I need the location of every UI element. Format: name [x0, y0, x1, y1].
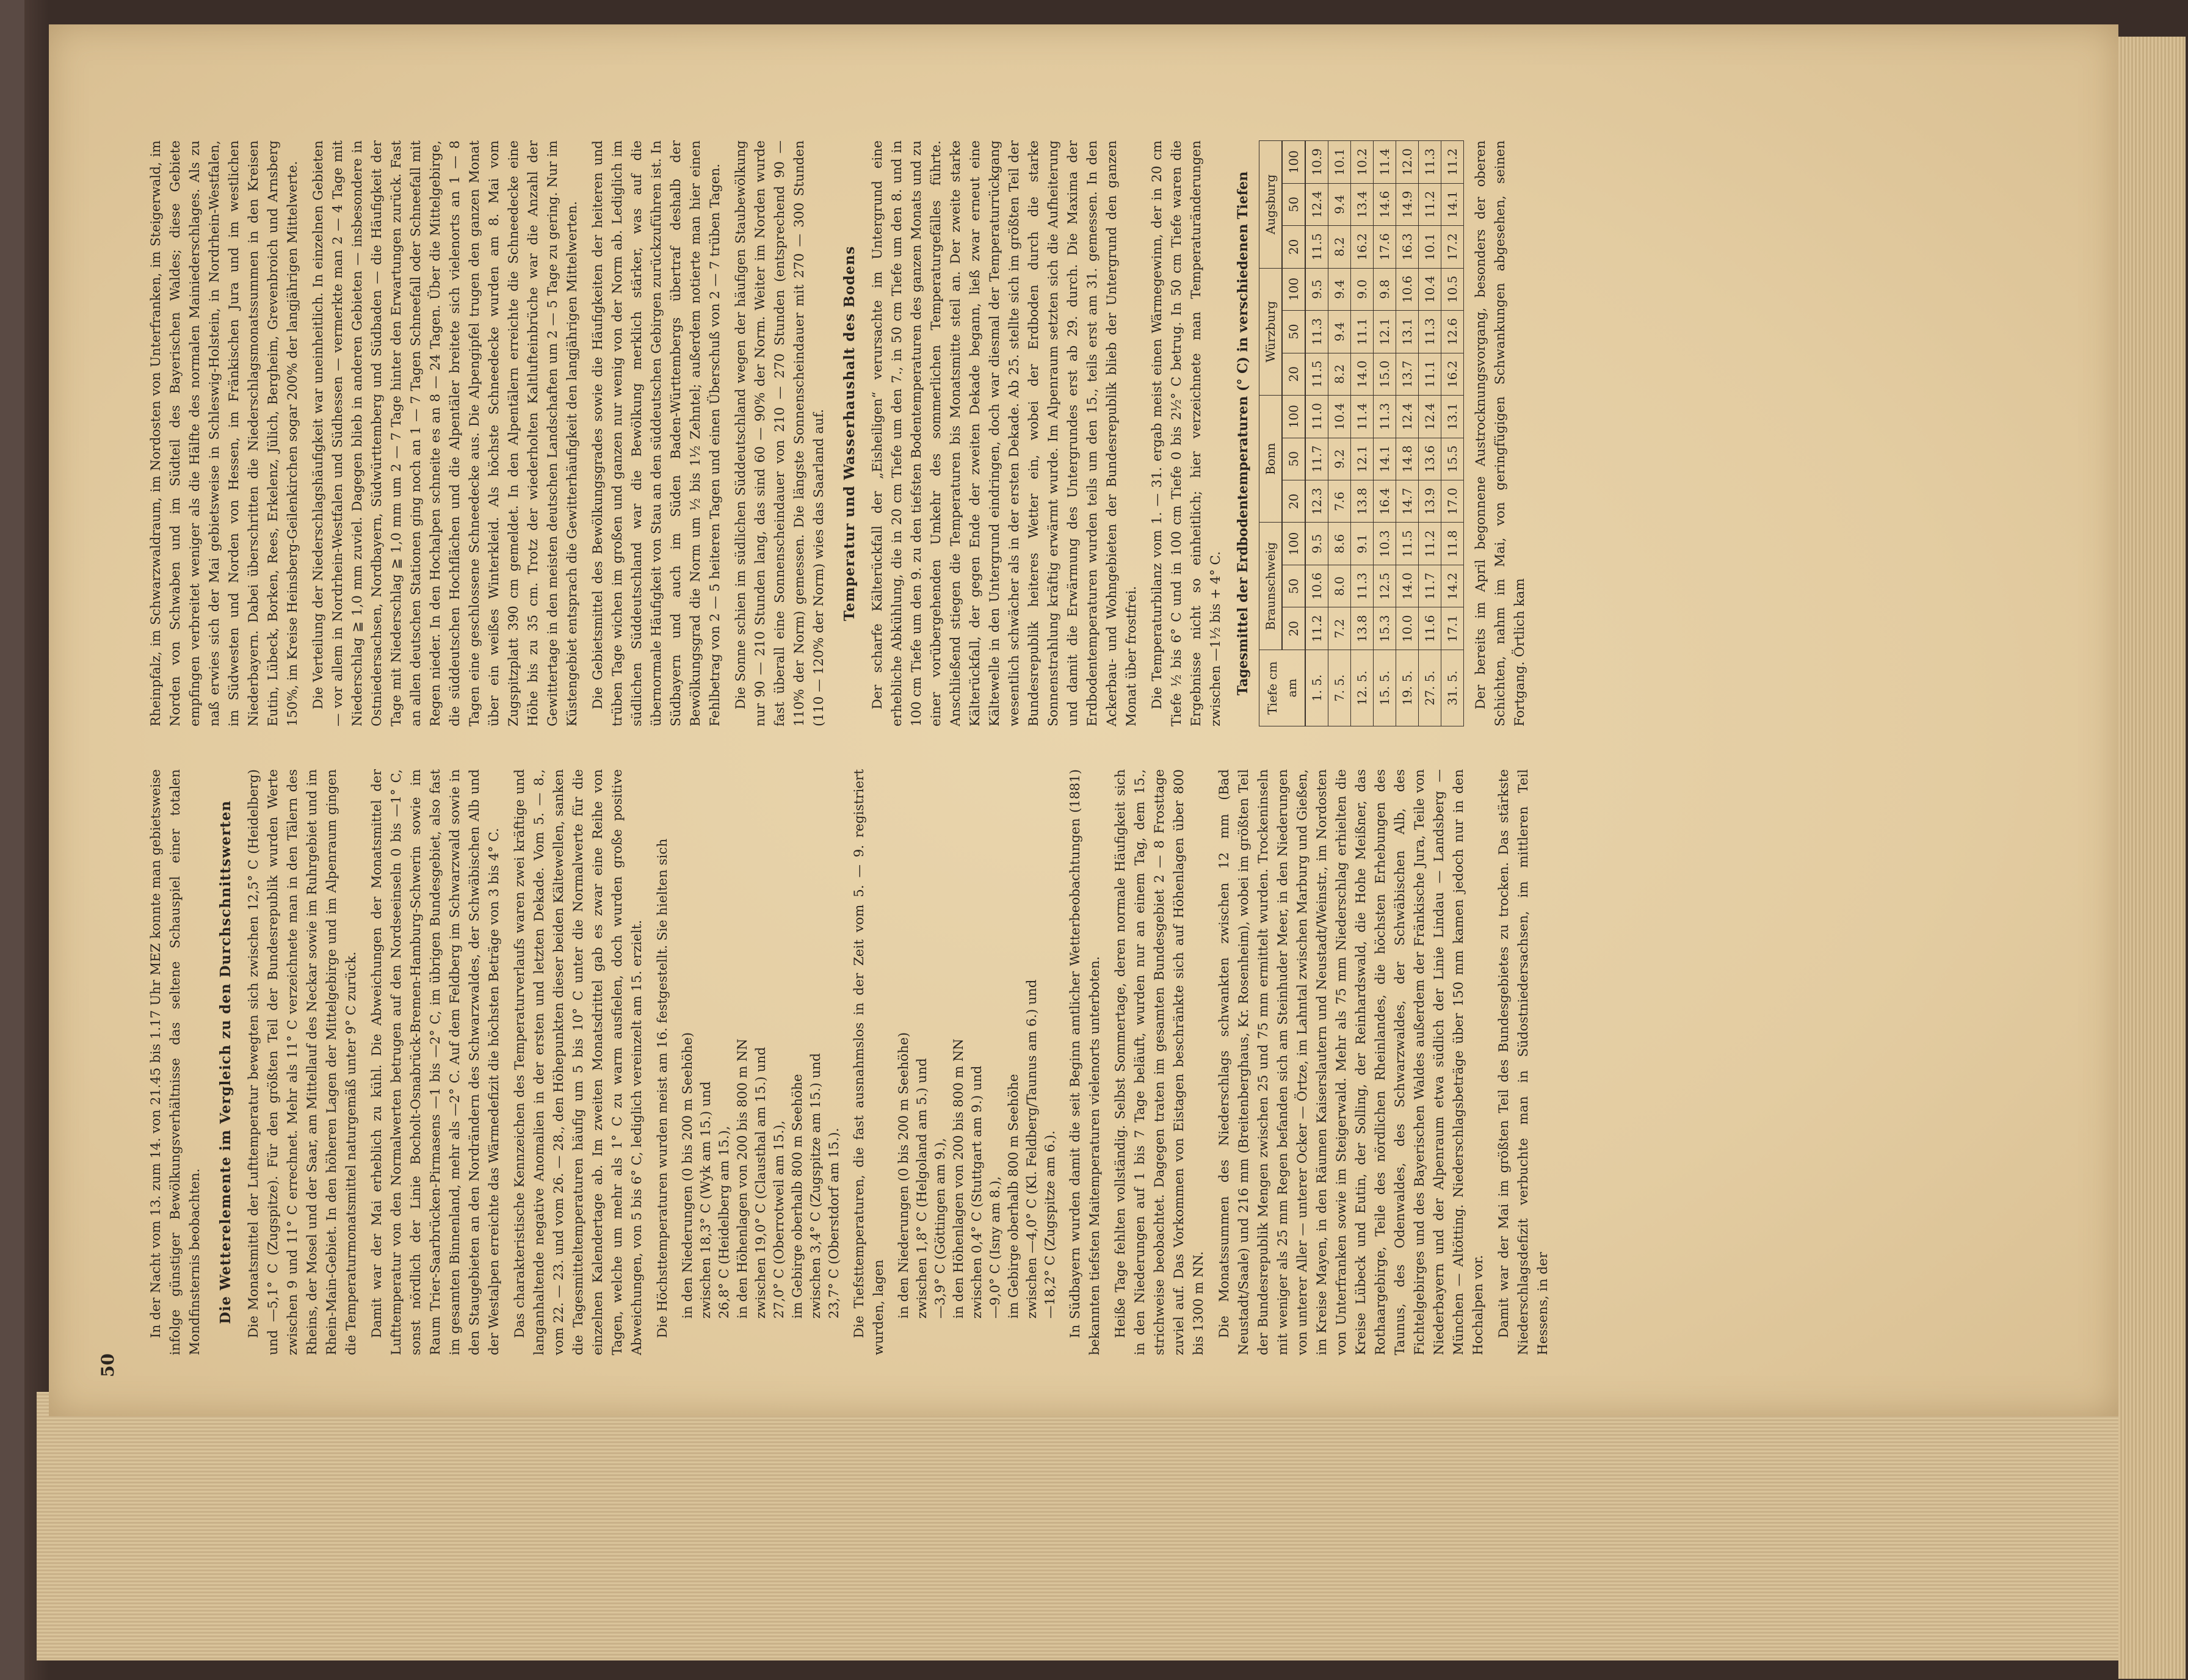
- value-cell: 11.4: [1374, 141, 1396, 184]
- value-cell: 13.8: [1351, 607, 1374, 650]
- list-item: zwischen 18,3° C (Wyk am 15.) und: [698, 1081, 714, 1319]
- value-cell: 16.4: [1374, 480, 1396, 523]
- list-item: im Gebirge oberhalb 800 m Seehöhe: [790, 1074, 805, 1319]
- value-cell: 12.1: [1374, 311, 1396, 353]
- value-cell: 15.3: [1374, 607, 1396, 650]
- value-cell: 7.6: [1328, 480, 1351, 523]
- value-cell: 14.8: [1396, 438, 1419, 480]
- value-cell: 10.6: [1305, 565, 1328, 607]
- paragraph: Der scharfe Kälterückfall der „Eisheiligen“ verursachte im Untergrund eine erhebliche Abkühlung, die in 20 cm Tiefe um den 7., in 50 cm Tiefe um den 8. und in 100 cm Tiefe um den 9. zu den tiefsten Bodentemperaturen des ganzen Monats und zu einer vorübergehenden Umkehr des sommerlichen Temperaturgefälles führte. Anschließend stiegen die Temperaturen bis Monatsmitte steil an. Der zweite starke Kälterückfall, der gegen Ende der zweiten Dekade begann, ließ zwar erneut eine Kältewelle in den Untergrund eindringen, doch war diesmal der Temperaturrückgang wesentlich schwächer als in der ersten Dekade. Ab 25. stellte sich im größten Teil der Bundesrepublik heiteres Wetter ein, wobei der Erdboden durch die starke Sonnenstrahlung kräftig erwärmt wurde. Im Alpenraum setzten sich die Aufheiterung und damit die Erwärmung des Untergrundes erst ab 29. durch. Die Maxima der Erdbodentemperaturen wurden teils um den 15., teils erst am 31. gemessen. In den Ackerbau- und Wohngebieten der Bundesrepublik blieb der Untergrund den ganzen Monat über frostfrei.: [870, 140, 1139, 726]
- value-cell: 14.0: [1351, 353, 1374, 395]
- value-cell: 8.6: [1328, 523, 1351, 565]
- value-cell: 9.4: [1328, 183, 1351, 225]
- paragraph: Die Verteilung der Niederschlagshäufigkeit war uneinheitlich. In einzelnen Gebieten — vor allem in Nordrhein-Westfalen und Südhessen — vermerkte man 2 — 4 Tage mit Niederschlag ≧ 1,0 mm zuviel. Dagegen blieb in anderen Gebieten — insbesondere in Ostniedersachsen, Nordbayern, Südwürttemberg und Südbaden — die Häufigkeit der Tage mit Niederschlag ≧ 1,0 mm um 2 — 7 Tage hinter den Erwartungen zurück. Fast an allen deutschen Stationen ging noch an 1 — 7 Tagen Schneefall oder Schneefall mit Regen nieder. In den Hochalpen schneite es an 8 — 24 Tagen. Über die Mittelgebirge, die süddeutschen Hochflächen und die Alpentäler breitete sich vielenorts an 1 — 8 Tagen eine geschlossene Schneedecke aus. Die Alpengipfel trugen den ganzen Monat über ein weißes Winterkleid. Als höchste Schneedecke wurden am 8. Mai vom Zugspitzplatt 390 cm gemeldet. In den Alpentälern erreichte die Schneedecke eine Höhe bis zu 35 cm. Trotz der wiederholten Kaltlufteinbrüche war die Anzahl der Gewittertage in den meisten deutschen Landschaften um 2 — 5 Tage zu gering. Nur im Küstengebiet entsprach die Gewitterhäufigkeit den langjährigen Mittelwerten.: [311, 140, 580, 726]
- paragraph: Die Gebietsmittel des Bewölkungsgrades sowie die Häufigkeiten der heiteren und trüben Tage wichen im großen und ganzen nur wenig von der Norm ab. Lediglich im südlichen Süddeutschland war die Bewölkung merklich stärker, was auf die übernormale Häufigkeit von Stau an den süddeutschen Gebirgen zurückzuführen ist. In Südbayern und auch im Süden Baden-Württembergs übertraf deshalb der Bewölkungsgrad die Norm um ½ bis 1½ Zehntel; außerdem notierte man hier einen Fehlbetrag von 2 — 5 heiteren Tagen und einen Überschuß von 2 — 7 trüben Tagen.: [590, 140, 723, 726]
- station-header: Bonn: [1259, 396, 1283, 523]
- value-cell: 17.1: [1441, 607, 1464, 650]
- list-item: 23,7° C (Oberstdorf am 15.).: [827, 1128, 842, 1319]
- list-item: zwischen 1,8° C (Helgoland am 5.) und: [915, 1058, 930, 1319]
- date-cell: 12. 5.: [1351, 650, 1374, 726]
- value-cell: 12.4: [1396, 396, 1419, 438]
- list-item: 26,8° C (Heidelberg am 15.),: [717, 1126, 732, 1319]
- value-cell: 10.5: [1441, 268, 1464, 310]
- depth-header: 50: [1282, 311, 1305, 353]
- list-item: im Gebirge oberhalb 800 m Seehöhe: [1006, 1074, 1021, 1319]
- section-heading: Temperatur und Wasserhaushalt des Bodens: [841, 245, 858, 621]
- paragraph: Heiße Tage fehlten vollständig. Selbst Sommertage, deren normale Häufigkeit sich in den Niederungen auf 1 bis 7 Tage beläuft, wurden nur an einem Tag, dem 15., strichweise beobachtet. Dagegen traten im gesamten Bundesgebiet 2 — 8 Frosttage zuviel auf. Das Vorkommen von Eistagen beschränkte sich auf Höhenlagen über 800 bis 1300 m NN.: [1113, 769, 1206, 1355]
- value-cell: 10.3: [1374, 523, 1396, 565]
- depth-header: 50: [1282, 183, 1305, 225]
- value-cell: 11.3: [1351, 565, 1374, 607]
- value-cell: 9.2: [1328, 438, 1351, 480]
- min-temperature-list: [895, 769, 1060, 1319]
- table-body: [1305, 141, 1464, 726]
- list-item: —18,2° C (Zugspitze am 6.).: [1043, 1130, 1058, 1319]
- list-item: 27,0° C (Oberrotweil am 15.),: [772, 1120, 787, 1319]
- value-cell: 12.3: [1305, 480, 1328, 523]
- list-item: zwischen —4,0° C (Kl. Feldberg/Taunus am 6.) und: [1024, 979, 1040, 1319]
- value-cell: 10.6: [1396, 268, 1419, 310]
- value-cell: 11.7: [1419, 565, 1441, 607]
- list-item: zwischen 19,0° C (Clausthal am 15.) und: [753, 1046, 769, 1319]
- value-cell: 16.2: [1441, 353, 1464, 395]
- table-row: [1328, 141, 1351, 726]
- value-cell: 14.9: [1396, 183, 1419, 225]
- corner-depth: Tiefe: [1265, 683, 1280, 715]
- value-cell: 11.7: [1305, 438, 1328, 480]
- list-item: zwischen 3,4° C (Zugspitze am 15.) und: [808, 1052, 824, 1319]
- table-row: [1396, 141, 1419, 726]
- value-cell: 11.8: [1441, 523, 1464, 565]
- depth-header: 20: [1282, 226, 1305, 268]
- value-cell: 14.6: [1374, 183, 1396, 225]
- value-cell: 14.0: [1396, 565, 1419, 607]
- list-item: —3,9° C (Göttingen am 9.),: [933, 1137, 948, 1319]
- value-cell: 15.0: [1374, 353, 1396, 395]
- value-cell: 10.1: [1419, 226, 1441, 268]
- value-cell: 13.9: [1419, 480, 1441, 523]
- depth-header: 100: [1282, 523, 1305, 565]
- value-cell: 11.2: [1419, 183, 1441, 225]
- date-cell: 27. 5.: [1419, 650, 1441, 726]
- date-cell: 1. 5.: [1305, 650, 1328, 726]
- value-cell: 10.2: [1351, 141, 1374, 184]
- value-cell: 13.6: [1419, 438, 1441, 480]
- date-cell: 19. 5.: [1396, 650, 1419, 726]
- value-cell: 9.5: [1305, 268, 1328, 310]
- value-cell: 11.3: [1374, 396, 1396, 438]
- value-cell: 11.1: [1351, 311, 1374, 353]
- value-cell: 11.2: [1419, 523, 1441, 565]
- value-cell: 11.0: [1305, 396, 1328, 438]
- list-item: in den Niederungen (0 bis 200 m Seehöhe): [680, 1032, 695, 1319]
- paragraph: Die Sonne schien im südlichen Süddeutschland wegen der häufigen Staubewölkung nur 90 — 210 Stunden lang, das sind 60 — 90% der Norm. Weiter im Norden wurde fast überall eine Sonnenscheindauer von 210 — 270 Stunden (entsprechend 90 — 110% der Norm) gemessen. Die längste Sonnenscheindauer mit 270 — 300 Stunden (110 — 120% der Norm) wies das Saarland auf.: [733, 140, 827, 726]
- depth-header: 50: [1282, 565, 1305, 607]
- value-cell: 17.0: [1441, 480, 1464, 523]
- value-cell: 11.5: [1396, 523, 1419, 565]
- depth-header: 100: [1282, 268, 1305, 310]
- corner-unit: cm: [1265, 661, 1280, 680]
- value-cell: 11.2: [1441, 141, 1464, 184]
- value-cell: 8.2: [1328, 353, 1351, 395]
- value-cell: 7.2: [1328, 607, 1351, 650]
- date-cell: 31. 5.: [1441, 650, 1464, 726]
- rotated-text-area: [98, 73, 2076, 1392]
- soil-temperature-table: [1259, 140, 1464, 726]
- paragraph: Die Monatssummen des Niederschlags schwankten zwischen 12 mm (Bad Neustadt/Saale) und 216 mm (Breitenberghaus, Kr. Rosenheim), wobei im größten Teil der Bundesrepublik Mengen zwischen 25 und 75 mm ermittelt wurden. Trockeninseln mit weniger als 25 mm Regen befanden sich am Steinhuder Meer, in den Niederungen von unterer Aller — unterer Ocker — Örtze, im Lahntal zwischen Marburg und Gießen, im Kreise Mayen, in den Räumen Kaiserslautern und Neustadt/Weinstr., im Nordosten von Unterfranken sowie im Steigerwald. Mehr als 75 mm Niederschlag erhielten die Kreise Lübeck und Eutin, der Solling, der Reinhardswald, die Hohe Meißner, das Rothaargebirge, Teile des nördlichen Rheinlandes, die höchsten Erhebungen des Taunus, des Odenwaldes, des Schwarzwaldes, der Schwäbischen Alb, des Fichtelgebirges und des Bayerischen Waldes außerdem der Fränkische Jura, Teile von Niederbayern und der Alpenraum etwa südlich der Linie Lindau — Landsberg — München — Altötting. Niederschlagsbeträge über 150 mm kamen jedoch nur in den Hochalpen vor.: [1217, 769, 1486, 1355]
- paragraph: Die Höchsttemperaturen wurden meist am 16. festgestellt. Sie hielten sich: [655, 838, 670, 1338]
- page-number: 50: [98, 1353, 118, 1377]
- table-row: [1374, 141, 1396, 726]
- depth-header: 100: [1282, 141, 1305, 184]
- value-cell: 14.2: [1441, 565, 1464, 607]
- paragraph: Rheinpfalz, im Schwarzwaldraum, im Nordosten von Unterfranken, im Steigerwald, im Norden von Schwaben und im Südteil des Bayerischen Waldes; diese Gebiete empfingen verbreitet weniger als die Hälfte des normalen Mainiederschlages. Als zu naß erwies sich der Mai gebietsweise in Schleswig-Holstein, in Nordrhein-Westfalen, im Südwesten und Norden von Hessen, im Fränkischen Jura und im westlichen Niederbayern. Dabei überschritten die Niederschlagsmonatssummen in den Kreisen Eutin, Lübeck, Borken, Rees, Erkelenz, Jülich, Bergheim, Grevenbroich und Arnsberg 150%, im Kreise Heinsberg-Geilenkirchen sogar 200% der langjährigen Mittelwerte.: [148, 140, 300, 726]
- value-cell: 11.5: [1305, 226, 1328, 268]
- page-edges-right: [2118, 37, 2186, 1679]
- table-row: [1419, 141, 1441, 726]
- paragraph: Das charakteristische Kennzeichen des Temperaturverlaufs waren zwei kräftige und langanhaltende negative Anomalien in der ersten und letzten Dekade. Vom 5. — 8., vom 22. — 23. und vom 26. — 28., den Höhepunkten dieser beiden Kältewellen, sanken die Tagesmitteltemperaturen häufig um 5 bis 10° C unter die Normalwerte für die einzelnen Kalendertage ab. Im zweiten Monatsdrittel gab es zwar eine Reihe von Tagen, welche um mehr als 1° C zu warm ausfielen, doch wurden große positive Abweichungen, von 5 bis 6° C, lediglich vereinzelt am 15. erzielt.: [512, 769, 645, 1355]
- depth-header: 20: [1282, 480, 1305, 523]
- depth-header: 20: [1282, 607, 1305, 650]
- list-item: —9,0° C (Isny am 8.),: [988, 1176, 1003, 1319]
- date-cell: 7. 5.: [1328, 650, 1351, 726]
- value-cell: 10.9: [1305, 141, 1328, 184]
- value-cell: 10.0: [1396, 607, 1419, 650]
- value-cell: 11.5: [1305, 353, 1328, 395]
- paragraph: In Südbayern wurden damit die seit Beginn amtlicher Wetterbeobachtungen (1881) bekannten tiefsten Maitemperaturen vielenorts unterboten.: [1068, 769, 1103, 1355]
- value-cell: 12.0: [1396, 141, 1419, 184]
- value-cell: 13.7: [1396, 353, 1419, 395]
- column-left: [147, 769, 2076, 1355]
- value-cell: 11.6: [1419, 607, 1441, 650]
- paragraph: Der bereits im April begonnene Austrocknungsvorgang, besonders der oberen Schichten, nahm im Mai, von geringfügigen Schwankungen abgesehen, seinen Fortgang. Örtlich kam: [1473, 140, 1527, 726]
- paragraph: In der Nacht vom 13. zum 14. von 21.45 bis 1.17 Uhr MEZ konnte man gebietsweise infolge günstiger Bewölkungsverhältnisse das seltene Schauspiel einer totalen Mondfinsternis beobachten.: [148, 769, 203, 1355]
- corner-date: am: [1284, 678, 1299, 698]
- value-cell: 10.1: [1328, 141, 1351, 184]
- depth-header: 50: [1282, 438, 1305, 480]
- value-cell: 11.3: [1419, 141, 1441, 184]
- value-cell: 14.1: [1374, 438, 1396, 480]
- date-cell: 15. 5.: [1374, 650, 1396, 726]
- value-cell: 12.6: [1441, 311, 1464, 353]
- value-cell: 17.2: [1441, 226, 1464, 268]
- depth-header: 20: [1282, 353, 1305, 395]
- column-right: [147, 140, 2076, 726]
- list-item: in den Niederungen (0 bis 200 m Seehöhe): [896, 1032, 911, 1319]
- value-cell: 8.2: [1328, 226, 1351, 268]
- value-cell: 13.1: [1396, 311, 1419, 353]
- value-cell: 9.0: [1351, 268, 1374, 310]
- value-cell: 17.6: [1374, 226, 1396, 268]
- value-cell: 14.7: [1396, 480, 1419, 523]
- paragraph: Die Temperaturbilanz vom 1. — 31. ergab meist einen Wärmegewinn, der in 20 cm Tiefe ½ bis 6° C und in 100 cm Tiefe 0 bis 2½° C betrug. In 50 cm Tiefe waren die Ergebnisse nicht so einheitlich; hier verzeichnete man Temperaturänderungen zwischen —1½ bis + 4° C.: [1150, 140, 1223, 726]
- value-cell: 9.5: [1305, 523, 1328, 565]
- value-cell: 16.2: [1351, 226, 1374, 268]
- value-cell: 13.8: [1351, 480, 1374, 523]
- value-cell: 12.1: [1351, 438, 1374, 480]
- list-item: in den Höhenlagen von 200 bis 800 m NN: [951, 1038, 966, 1319]
- depth-header-row: [1282, 141, 1305, 726]
- table-row: [1305, 141, 1328, 726]
- table-title: Tagesmittel der Erdbodentemperaturen (° C) in verschiedenen Tiefen: [1235, 171, 1251, 696]
- value-cell: 10.4: [1419, 268, 1441, 310]
- book-binding: [0, 0, 24, 1680]
- value-cell: 14.1: [1441, 183, 1464, 225]
- list-item: in den Höhenlagen von 200 bis 800 m NN: [735, 1038, 750, 1319]
- station-header: Braunschweig: [1259, 523, 1283, 650]
- value-cell: 9.8: [1374, 268, 1396, 310]
- max-temperature-list: [679, 769, 844, 1319]
- page-edges-bottom: [37, 1392, 2125, 1660]
- section-heading: Die Wetterelemente im Vergleich zu den Durchschnittswerten: [217, 800, 234, 1324]
- value-cell: 12.4: [1305, 183, 1328, 225]
- table-row: [1441, 141, 1464, 726]
- value-cell: 12.5: [1374, 565, 1396, 607]
- value-cell: 11.1: [1419, 353, 1441, 395]
- value-cell: 11.3: [1305, 311, 1328, 353]
- value-cell: 11.3: [1419, 311, 1441, 353]
- value-cell: 13.4: [1351, 183, 1374, 225]
- value-cell: 9.4: [1328, 268, 1351, 310]
- station-header: Augsburg: [1259, 141, 1283, 269]
- document-page: [49, 24, 2118, 1416]
- paragraph: Damit war der Mai erheblich zu kühl. Die Abweichungen der Monatsmittel der Lufttemperatur von den Normalwerten betrugen auf den Nordseeinseln 0 bis —1° C, sonst nördlich der Linie Bocholt-Osnabrück-Bremen-Hamburg-Schwerin sowie im Raum Trier-Saarbrücken-Pirmasens —1 bis —2° C, im übrigen Bundesgebiet, also fast im gesamten Binnenland, mehr als —2° C. Auf dem Feldberg im Schwarzwald sowie in den Staugebieten an den Nordrändern des Schwarzwaldes, der Schwäbischen Alb und der Westalpen erreichte das Wärmedefizit die höchsten Beträge von 3 bis 4° C.: [369, 769, 502, 1355]
- value-cell: 8.0: [1328, 565, 1351, 607]
- value-cell: 15.5: [1441, 438, 1464, 480]
- table-corner: [1259, 650, 1306, 726]
- paragraph: Die Tiefsttemperaturen, die fast ausnahmslos in der Zeit vom 5. — 9. registriert wurden, lagen: [852, 769, 886, 1355]
- paragraph: Die Monatsmittel der Lufttemperatur bewegten sich zwischen 12,5° C (Heidelberg) und —5,1° C (Zugspitze). Für den größten Teil der Bundesrepublik wurden Werte zwischen 9 und 11° C errechnet. Mehr als 11° C verzeichnete man in den Tälern des Rheins, der Mosel und der Saar, am Mittellauf des Neckar sowie im Ruhrgebiet und im Rhein-Main-Gebiet. In den höheren Lagen der Mittelgebirge und im Alpenraum gingen die Temperaturmonatsmittel naturgemäß unter 9° C zurück.: [246, 769, 359, 1355]
- value-cell: 16.3: [1396, 226, 1419, 268]
- value-cell: 12.4: [1419, 396, 1441, 438]
- value-cell: 9.1: [1351, 523, 1374, 565]
- table-row: [1351, 141, 1374, 726]
- depth-header: 100: [1282, 396, 1305, 438]
- value-cell: 10.4: [1328, 396, 1351, 438]
- value-cell: 11.4: [1351, 396, 1374, 438]
- value-cell: 9.4: [1328, 311, 1351, 353]
- paragraph: Damit war der Mai im größten Teil des Bundesgebietes zu trocken. Das stärkste Niederschlagsdefizit verbuchte man in Südostniedersachsen, im mittleren Teil Hessens, in der: [1496, 769, 1551, 1355]
- list-item: zwischen 0,4° C (Stuttgart am 9.) und: [969, 1065, 985, 1319]
- value-cell: 13.1: [1441, 396, 1464, 438]
- station-header: Würzburg: [1259, 268, 1283, 395]
- value-cell: 11.2: [1305, 607, 1328, 650]
